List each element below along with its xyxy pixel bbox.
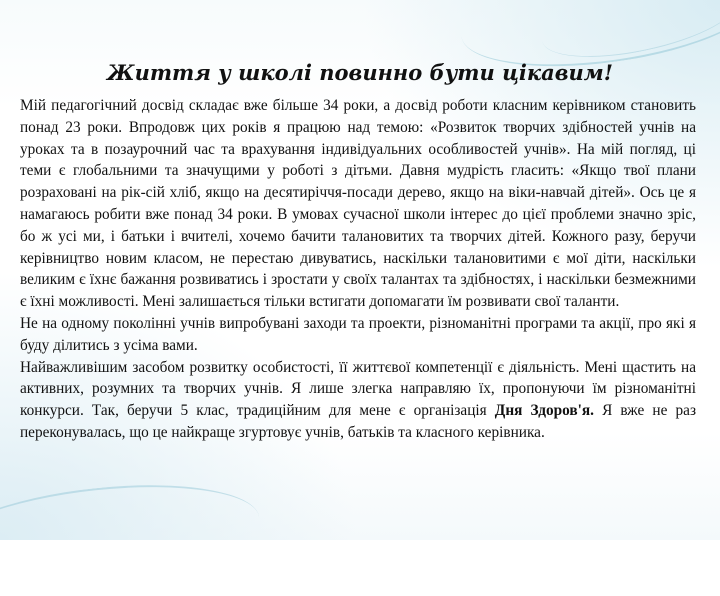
paragraph-activity-text: Найважливішим засобом розвитку особистості, її життєвої компетенції є діяльність. Мені щастить на активних, розумних та творчих учнів. Я лише злегка направляю їх, пропонуючи їм різноманітні конкурси. Так, беручи 5 клас, традиційним для мене є організація [20,358,696,420]
paragraph-projects: Не на одному поколінні учнів випробувані заходи та проекти, різноманітні програми та акції, про які я буду ділитись з усіма вами. [20,314,696,354]
health-day-highlight: Дня Здоров'я. [494,402,594,420]
slide-title: Життя у школі повинно бути цікавим! [107,60,613,85]
paragraph-experience: Мій педагогічний досвід складає вже більше 34 роки, а досвід роботи класним керівником становить понад 23 роки. Впродовж цих років я працюю над темою: «Розвиток творчих здібностей учнів на уроках та в позаурочний час та врахування індивідуальних особливостей учнів». На мій погляд, ці теми є глобальними та значущими у роботі з дітьми. Давня мудрість гласить: «Якщо твої плани розраховані на рік-сій хліб, якщо на десятиріччя-посади дерево, якщо на віки-навчай дітей». Ось це я намагаюсь робити вже понад 34 роки. В умовах сучасної школи інтерес до цієї проблеми значно зріс, бо ж усі ми, і батьки і вчителі, хочемо бачити талановитих та творчих дітей. Кожного разу, беручи керівництво новим класом, не перестаю дивуватись, наскільки талановитими є мої діти, наскільки великим є їхнє бажання розвиватись і зростати у своїх талантах та здібностях, і наскільки безмежними є їхні можливості. Мені залишається тільки встигати допомагати їм розвивати свої таланти. [20,97,696,311]
decorative-swoosh-bottom [0,472,264,596]
paragraph-activity-ending: Я вже не раз переконувалась, що це найкраще згуртовує учнів, батьків та класного керівника. [20,402,696,441]
paragraph-activity [20,357,696,444]
slide-body [20,95,696,444]
